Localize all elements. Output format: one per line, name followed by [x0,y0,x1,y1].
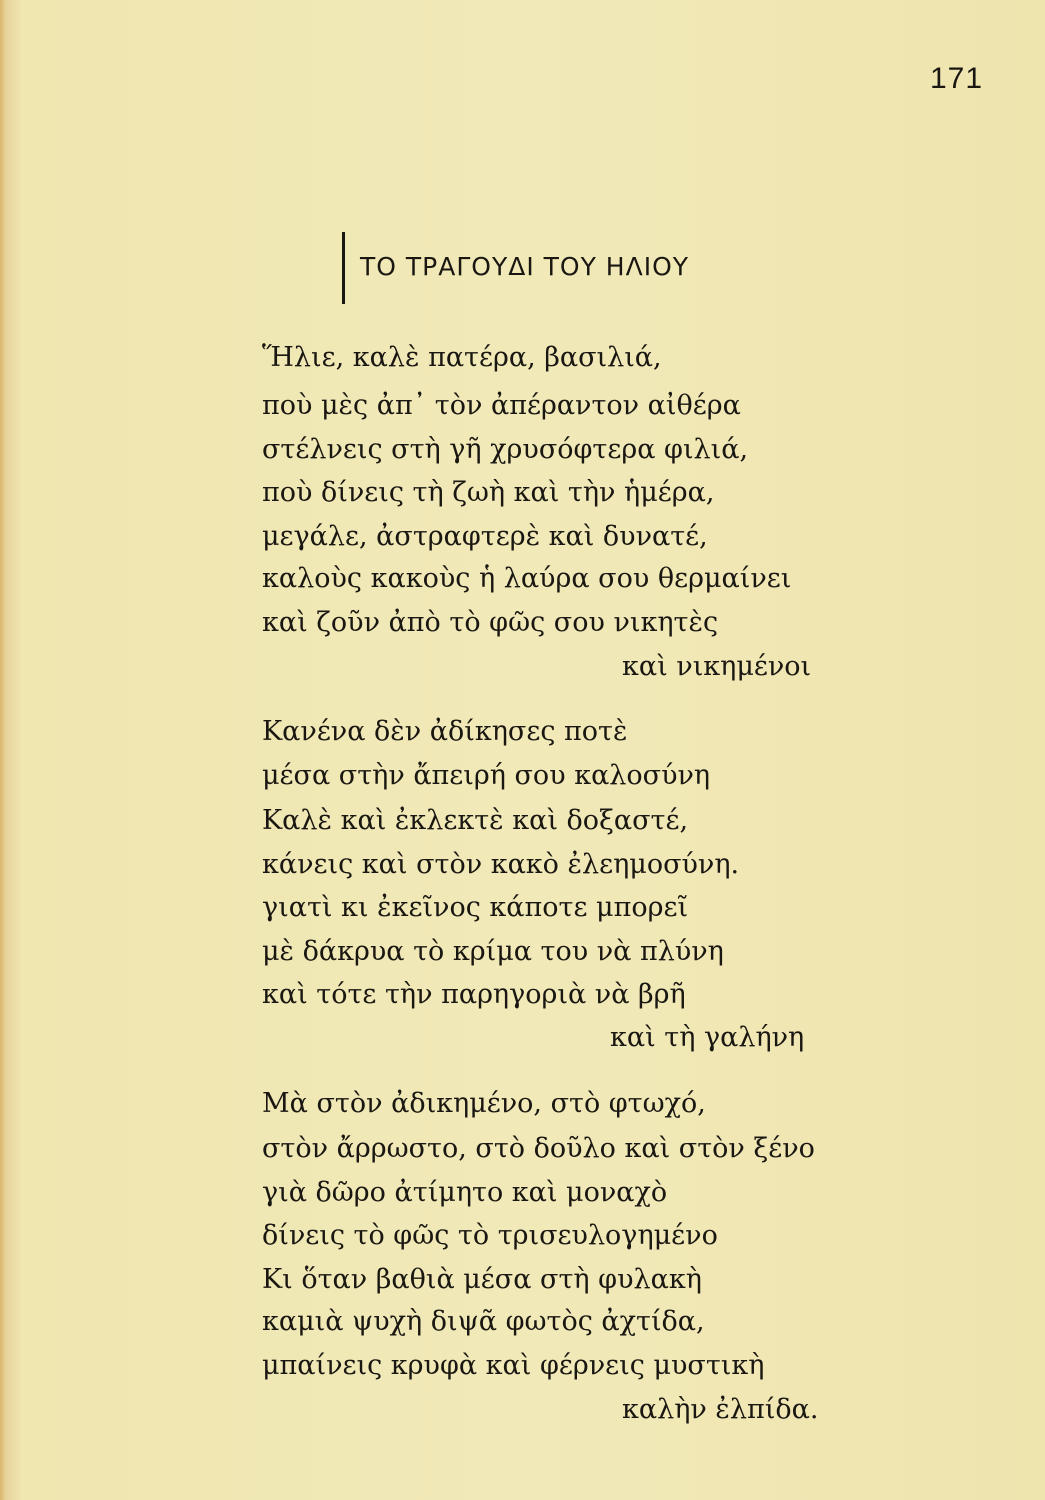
verse-line: κάνεις καὶ στὸν κακὸ ἐλεημοσύνη. [262,849,740,880]
verse-line: γιατὶ κι ἐκεῖνος κάποτε μπορεῖ [262,892,689,923]
verse-line: μὲ δάκρυα τὸ κρίμα του νὰ πλύνη [262,936,724,967]
title-rule [342,232,345,304]
verse-line: καλοὺς κακοὺς ἡ λαύρα σου θερμαίνει [262,563,792,594]
verse-line: καὶ ζοῦν ἀπὸ τὸ φῶς σου νικητὲς [262,607,719,638]
verse-line: Κι ὅταν βαθιὰ μέσα στὴ φυλακὴ [262,1264,702,1295]
verse-line: ποὺ δίνεις τὴ ζωὴ καὶ τὴν ἡμέρα, [262,477,715,508]
verse-line: καὶ τὴ γαλήνη [610,1022,805,1053]
verse-line: δίνεις τὸ φῶς τὸ τρισευλογημένο [262,1220,718,1251]
verse-line: καμιὰ ψυχὴ διψᾶ φωτὸς ἀχτίδα, [262,1306,705,1337]
verse-line: Καλὲ καὶ ἐκλεκτὲ καὶ δοξαστέ, [262,805,689,836]
verse-line: ποὺ μὲς ἀπ᾿ τὸν ἀπέραντον αἰθέρα [262,390,741,421]
poem-title: ΤΟ ΤΡΑΓΟΥΔΙ ΤΟΥ ΗΛΙΟΥ [360,252,690,281]
verse-line: μπαίνεις κρυφὰ καὶ φέρνεις μυστικὴ [262,1350,765,1381]
verse-line: στὸν ἄρρωστο, στὸ δοῦλο καὶ στὸν ξένο [262,1133,815,1164]
verse-line: μέσα στὴν ἄπειρή σου καλοσύνη [262,760,711,791]
verse-line: Ἥλιε, καλὲ πατέρα, βασιλιά, [262,342,662,373]
verse-line: γιὰ δῶρο ἀτίμητο καὶ μοναχὸ [262,1177,668,1208]
verse-line: Μὰ στὸν ἀδικημένο, στὸ φτωχό, [262,1088,706,1119]
verse-line: Κανένα δὲν ἀδίκησες ποτὲ [262,716,628,747]
verse-line: καὶ νικημένοι [622,651,812,682]
verse-line: καὶ τότε τὴν παρηγοριὰ νὰ βρῆ [262,979,686,1010]
page-number: 171 [930,62,984,95]
show-through-text [230,115,1045,207]
verse-line: στέλνεις στὴ γῆ χρυσόφτερα φιλιά, [262,434,749,465]
verse-line: μεγάλε, ἀστραφτερὲ καὶ δυνατέ, [262,521,708,552]
verse-line: καλὴν ἐλπίδα. [622,1394,819,1425]
